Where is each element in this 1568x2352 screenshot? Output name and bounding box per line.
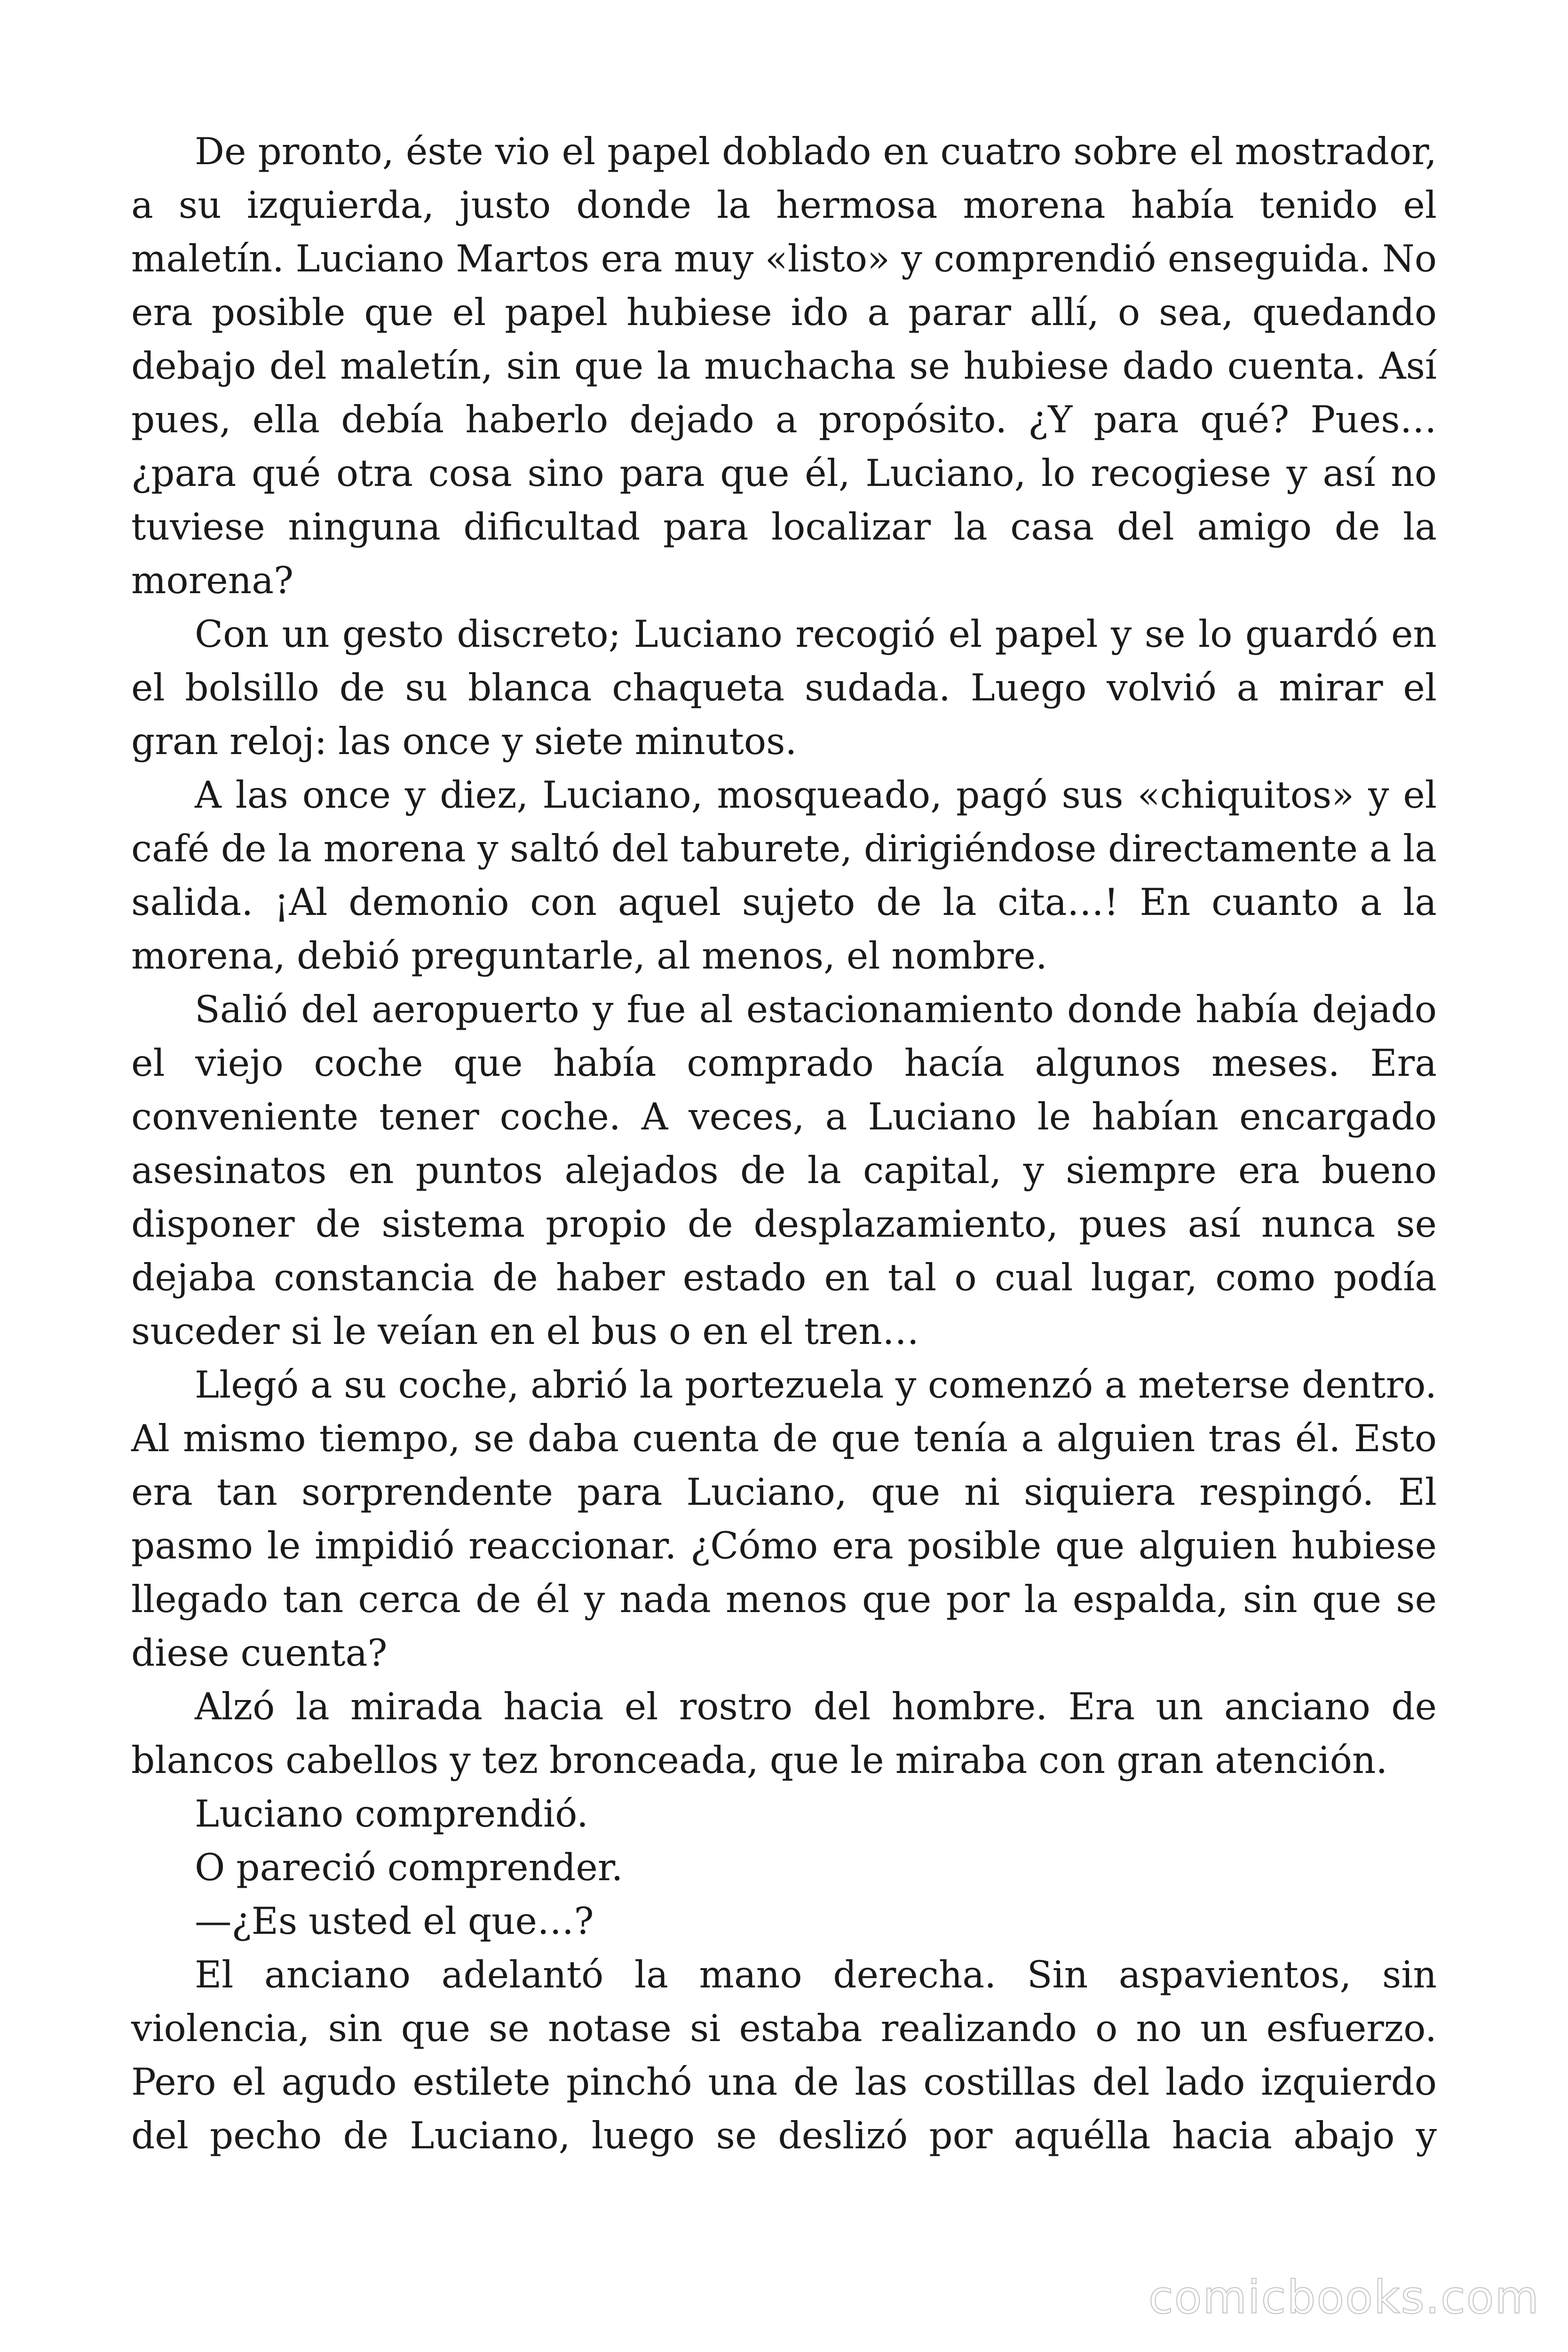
paragraph-1: De pronto, éste vio el papel doblado en cuatro sobre el mostrador, a su izquierda, justo donde la hermosa morena había tenido el maletín. Luciano Martos era muy «listo» y comprendió enseguida. No era posible que el papel hubiese ido a parar allí, o sea, quedando debajo del maletín, sin que la muchacha se hubiese dado cuenta. Así pues, ella debía haberlo dejado a propósito. ¿Y para qué? Pues… ¿para qué otra cosa sino para que él, Luciano, lo recogiese y así no tuviese ninguna dificultad para localizar la casa del amigo de la morena? xyxy=(131,130,1437,602)
paragraph-5: Llegó a su coche, abrió la portezuela y comenzó a meterse dentro. Al mismo tiempo, se daba cuenta de que tenía a alguien tras él. Esto era tan sorprendente para Luciano, que ni siquiera respingó. El pasmo le impidió reaccionar. ¿Cómo era posible que alguien hubiese llegado tan cerca de él y nada menos que por la espalda, sin que se diese cuenta? xyxy=(131,1363,1437,1675)
paragraph-8: O pareció comprender. xyxy=(195,1846,623,1889)
paragraph-4: Salió del aeropuerto y fue al estacionamiento donde había dejado el viejo coche que había comprado hacía algunos meses. Era conveniente tener coche. A veces, a Luciano le habían encargado asesinatos en puntos alejados de la capital, y siempre era bueno disponer de sistema propio de desplazamiento, pues así nunca se dejaba constancia de haber estado en tal o cual lugar, como podía suceder si le veían en el bus o en el tren… xyxy=(131,988,1437,1353)
paragraph-2: Con un gesto discreto; Luciano recogió el papel y se lo guardó en el bolsillo de su blanca chaqueta sudada. Luego volvió a mirar el gran reloj: las once y siete minutos. xyxy=(131,612,1437,763)
paragraph-6: Alzó la mirada hacia el rostro del hombre. Era un anciano de blancos cabellos y tez bronceada, que le miraba con gran atención. xyxy=(131,1685,1437,1782)
paragraph-3: A las once y diez, Luciano, mosqueado, pagó sus «chiquitos» y el café de la morena y saltó del taburete, dirigiéndose directamente a la salida. ¡Al demonio con aquel sujeto de la cita…! En cuanto a la morena, debió preguntarle, al menos, el nombre. xyxy=(131,773,1437,977)
paragraph-10: El anciano adelantó la mano derecha. Sin aspavientos, sin violencia, sin que se notase si estaba realizando o no un esfuerzo. Pero el agudo estilete pinchó una de las costillas del lado izquierdo del pecho de Luciano, luego se deslizó por aquélla hacia abajo y xyxy=(131,1953,1437,2157)
paragraph-9: —¿Es usted el que…? xyxy=(195,1899,594,1943)
watermark: comicbooks.com xyxy=(1148,2271,1540,2324)
paragraph-7: Luciano comprendió. xyxy=(195,1792,588,1836)
body-text xyxy=(131,125,1437,2162)
